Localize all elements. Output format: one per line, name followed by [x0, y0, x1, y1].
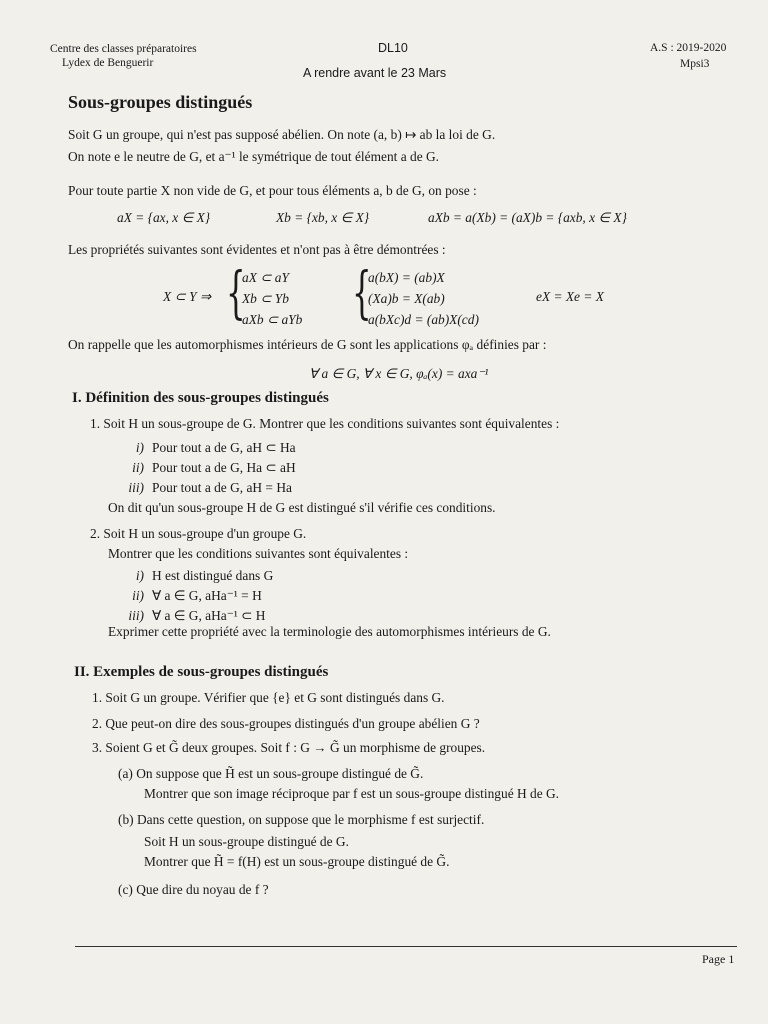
s2-q3b-line3: Montrer que H̃ = f(H) est un sous-groupe distingué de G̃.: [144, 854, 450, 869]
prop-a2: Xb ⊂ Yb: [242, 291, 289, 306]
section1-heading: I. Définition des sous-groupes distingués: [72, 390, 329, 406]
inner-automorphism-formula: ∀ a ∈ G, ∀ x ∈ G, φₐ(x) = axa⁻¹: [309, 366, 489, 381]
intro-line2: On note e le neutre de G, et a⁻¹ le symétrique de tout élément a de G.: [68, 149, 440, 164]
s1-q1-num-ii: ii): [132, 460, 144, 475]
prop-a3: aXb ⊂ aYb: [242, 312, 303, 327]
s1-q1-num-iii: iii): [128, 480, 144, 495]
left-brace-2: {: [352, 261, 372, 326]
due-date: A rendre avant le 23 Mars: [303, 66, 447, 80]
definition-xb: Xb = {xb, x ∈ X}: [276, 210, 370, 225]
s1-q2-num-iii: iii): [128, 608, 144, 623]
s2-q3b-line1: (b) Dans cette question, on suppose que le morphisme f est surjectif.: [118, 812, 485, 827]
s1-q1-num-i: i): [135, 440, 144, 455]
s2-question2: 2. Que peut-on dire des sous-groupes distingués d'un groupe abélien G ?: [92, 716, 480, 731]
s2-q3a-line1: (a) On suppose que H̃ est un sous-groupe distingué de G̃.: [118, 766, 424, 781]
s2-q3a-line2: Montrer que son image réciproque par f est un sous-groupe distingué H de G.: [144, 786, 560, 801]
s1-question2: 2. Soit H un sous-groupe d'un groupe G.: [90, 526, 307, 541]
page-number: Page 1: [702, 952, 735, 966]
intro-line3: Pour toute partie X non vide de G, et pour tous éléments a, b de G, on pose :: [68, 183, 477, 198]
prop-a1: aX ⊂ aY: [242, 270, 289, 285]
s1-distinguished-definition: On dit qu'un sous-groupe H de G est distingué s'il vérifie ces conditions.: [108, 500, 496, 515]
s2-question1: 1. Soit G un groupe. Vérifier que {e} et G sont distingués dans G.: [92, 690, 445, 705]
prop-b1: a(bX) = (ab)X: [368, 270, 445, 285]
institution-line2: Lydex de Benguerir: [62, 57, 154, 69]
s2-q3c: (c) Que dire du noyau de f ?: [118, 882, 269, 897]
s1-q1-item-ii: Pour tout a de G, Ha ⊂ aH: [152, 460, 296, 475]
inclusion-premise: X ⊂ Y ⇒: [163, 289, 212, 304]
page-title: Sous-groupes distingués: [68, 92, 253, 112]
s1-q2-final: Exprimer cette propriété avec la terminologie des automorphismes intérieurs de G.: [108, 624, 551, 639]
institution-line1: Centre des classes préparatoires: [50, 43, 197, 55]
school-year: A.S : 2019-2020: [650, 42, 727, 54]
left-brace-1: {: [226, 261, 246, 326]
s1-q2-item-i: H est distingué dans G: [152, 568, 274, 583]
intro-line4: Les propriétés suivantes sont évidentes et n'ont pas à être démontrées :: [68, 242, 446, 257]
class-name: Mpsi3: [680, 58, 710, 70]
prop-neutral: eX = Xe = X: [536, 289, 604, 304]
s1-q2-item-ii: ∀ a ∈ G, aHa⁻¹ = H: [152, 588, 262, 603]
definition-ax: aX = {ax, x ∈ X}: [117, 210, 211, 225]
prop-b2: (Xa)b = X(ab): [368, 291, 445, 306]
s1-q1-item-iii: Pour tout a de G, aH = Ha: [152, 480, 292, 495]
s2-q3b-line2: Soit H un sous-groupe distingué de G.: [144, 834, 349, 849]
footer-rule: [75, 946, 737, 947]
s2-question3: 3. Soient G et G̃ deux groupes. Soit f : G → G̃ un morphisme de groupes.: [92, 740, 486, 755]
s1-q2-num-ii: ii): [132, 588, 144, 603]
definition-axb: aXb = a(Xb) = (aX)b = {axb, x ∈ X}: [428, 210, 627, 225]
section2-heading: II. Exemples de sous-groupes distingués: [74, 664, 329, 680]
s1-q2-instruction: Montrer que les conditions suivantes sont équivalentes :: [108, 546, 409, 561]
intro-line1: Soit G un groupe, qui n'est pas supposé abélien. On note (a, b) ↦ ab la loi de G.: [68, 127, 496, 142]
s1-q2-num-i: i): [135, 568, 144, 583]
s1-q2-item-iii: ∀ a ∈ G, aHa⁻¹ ⊂ H: [152, 608, 266, 623]
s1-q1-item-i: Pour tout a de G, aH ⊂ Ha: [152, 440, 296, 455]
assignment-id: DL10: [378, 41, 408, 55]
prop-b3: a(bXc)d = (ab)X(cd): [368, 312, 479, 327]
intro-line5: On rappelle que les automorphismes intérieurs de G sont les applications φₐ définies par :: [68, 337, 547, 352]
s1-question1: 1. Soit H un sous-groupe de G. Montrer que les conditions suivantes sont équivalentes :: [90, 416, 560, 431]
